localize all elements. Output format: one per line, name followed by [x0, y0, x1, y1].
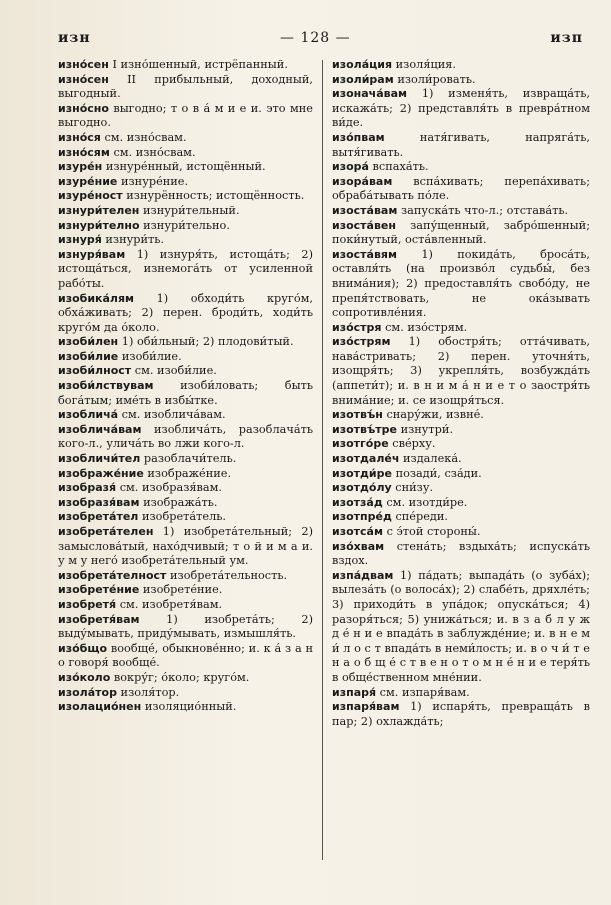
entry-definition: 1) изобрета́тельный; 2) замыслова́тый, нахо́дчивый; т о й и м а и. у м у него́ изобрета́тельный ум. [58, 525, 314, 568]
entry-headword: изоби́лен [58, 335, 119, 349]
dictionary-entry [58, 73, 313, 102]
entry-headword: изобретя́вам [58, 612, 140, 626]
dictionary-entry [58, 423, 313, 452]
entry-definition: I изно́шенный, истрёпанный. [112, 58, 288, 71]
entry-definition: см. изо́стрям. [385, 320, 468, 334]
dictionary-entry [332, 525, 590, 540]
entry-definition: 1) изменя́ть, извраща́ть, искажа́ть; 2) представля́ть в превра́тном ви́де. [332, 87, 591, 130]
entry-headword: изно́ся [58, 130, 101, 144]
dictionary-entry [58, 350, 313, 365]
entry-headword: изоби́лие [58, 349, 119, 363]
entry-headword: изола́ция [332, 58, 393, 71]
dictionary-entry [332, 58, 590, 73]
entry-headword: изо́хвам [332, 539, 385, 553]
entry-headword: изо́бщо [58, 641, 108, 655]
entry-headword: изпаря́ [332, 685, 377, 699]
entry-definition: изобража́ть. [143, 495, 218, 509]
entry-headword: изоста́вам [332, 203, 398, 217]
dictionary-entry [58, 452, 313, 467]
dictionary-entry [332, 408, 590, 423]
entry-definition: све́рху. [392, 437, 436, 451]
entry-definition: 1) изнуря́ть, истоща́ть; 2) истоща́ться, изнемога́ть от усиленной рабо́ты. [58, 247, 313, 290]
entry-headword: изотго́ре [332, 437, 389, 451]
dictionary-entry [332, 467, 590, 482]
dictionary-entry [332, 204, 590, 219]
entry-definition: изнуре́ние. [120, 174, 189, 188]
dictionary-entry [58, 146, 313, 161]
entry-headword: изоста́вен [332, 218, 396, 232]
entry-definition: 1) изобрета́ть; 2) выду́мывать, приду́мывать, измышля́ть. [58, 612, 313, 641]
entry-headword: изотди́ре [332, 466, 392, 480]
dictionary-entry [58, 131, 313, 146]
dictionary-entry [58, 642, 313, 671]
dictionary-entry [58, 233, 313, 248]
page-header [58, 30, 583, 50]
entry-headword: изно́сно [58, 101, 109, 115]
entry-headword: изно́сен [58, 72, 109, 86]
entry-definition: выгодно; т о в а́ м и е и. это мне выгодно. [58, 101, 313, 130]
dictionary-entry [332, 87, 590, 131]
dictionary-entry [58, 58, 313, 73]
entry-definition: см. изоблича́вам. [121, 408, 226, 422]
entry-headword: изобретя́ [58, 597, 117, 611]
dictionary-entry [332, 481, 590, 496]
entry-definition: запуска́ть что-л.; отстава́ть. [400, 203, 569, 217]
dictionary-entry [58, 598, 313, 613]
dictionary-entry [58, 219, 313, 234]
entry-headword: изно́сен [58, 58, 109, 71]
entry-headword: изотдале́ч [332, 452, 400, 466]
entry-definition: изоби́лие. [121, 349, 182, 363]
entry-definition: 1) покида́ть, броса́ть, оставля́ть (на произво́л судьбы́, без внима́ния); 2) предоставля́ть свобо́ду, не препя́тствовать, не ока́зывать сопротивле́ния. [332, 247, 590, 320]
dictionary-entry [332, 160, 590, 175]
dictionary-entry [332, 423, 590, 438]
dictionary-entry [58, 525, 313, 569]
dictionary-entry [332, 686, 590, 701]
entry-definition: натя́гивать, напряга́ть, вытя́гивать. [332, 130, 590, 159]
column-divider [322, 60, 323, 860]
dictionary-entry [332, 496, 590, 511]
entry-definition: 1) обходи́ть круго́м, обха́живать; 2) перен. броди́ть, ходи́ть круго́м да о́коло. [58, 291, 313, 334]
entry-headword: изора́вам [332, 174, 393, 188]
entry-definition: изоля́тор. [120, 685, 180, 699]
entry-definition: спе́реди. [395, 510, 448, 524]
entry-headword: изнури́телен [58, 203, 140, 217]
dictionary-entry [58, 379, 313, 408]
entry-definition: изнурённость; истощённость. [126, 189, 305, 203]
page-number: — 128 — [280, 30, 351, 46]
entry-definition: 1) обостря́ть; отта́чивать, нава́стривать; 2) перен. уточня́ть, изощря́ть; 3) укрепля́ть, возбужда́ть (аппети́т); и. в н и м а́ н и е т о заостря́ть внима́ние; и. се изощря́ться. [332, 335, 590, 407]
dictionary-entry [332, 700, 590, 729]
dictionary-entry [58, 292, 313, 336]
entry-headword: изуре́ние [58, 174, 118, 188]
dictionary-entry [58, 102, 313, 131]
dictionary-entry [332, 131, 590, 160]
entry-headword: изотса́м [332, 525, 383, 538]
entry-definition: вспа́хивать; перепа́хивать; обраба́тывать по́ле. [332, 174, 591, 203]
entry-headword: изотдо́лу [332, 481, 392, 495]
entry-headword: изно́сям [58, 145, 110, 159]
entry-definition: см. изобразя́вам. [119, 481, 223, 495]
dictionary-entry [58, 408, 313, 423]
entry-definition: изнури́ть. [105, 233, 165, 247]
dictionary-entry [58, 248, 313, 292]
dictionary-entry [58, 175, 313, 190]
entry-definition: см. изно́свам. [104, 130, 187, 144]
entry-definition: стена́ть; вздыха́ть; испуска́ть вздох. [332, 539, 590, 568]
entry-headword: изображе́ние [58, 466, 144, 480]
dictionary-entry [332, 175, 590, 204]
entry-definition: снару́жи, извне́. [386, 408, 484, 422]
entry-headword: изоли́рам [332, 72, 394, 86]
entry-headword: изобика́лям [58, 291, 135, 305]
dictionary-entry [58, 204, 313, 219]
entry-headword: изо́стрям [332, 335, 391, 349]
dictionary-entry [332, 321, 590, 336]
entry-headword: изоби́лност [58, 364, 132, 378]
entry-headword: изотпре́д [332, 510, 392, 524]
entry-definition: 1) испаря́ть, превраща́ть в пар; 2) охлажда́ть; [332, 700, 591, 728]
dictionary-entry [58, 160, 313, 175]
dictionary-entry [332, 569, 590, 686]
header-right-guide-word: изп [550, 30, 583, 46]
entry-definition: позади́, сза́ди. [395, 466, 482, 480]
entry-headword: изотвъ́н [332, 408, 383, 422]
entry-headword: изпаря́вам [332, 700, 400, 714]
entry-definition: см. изно́свам. [113, 145, 196, 159]
dictionary-entry [332, 248, 590, 321]
dictionary-entry [332, 73, 590, 88]
entry-definition: 1) оби́льный; 2) плодови́тый. [121, 335, 294, 349]
dictionary-entry [58, 583, 313, 598]
entry-headword: изо́пвам [332, 130, 385, 144]
entry-definition: см. изоби́лие. [134, 364, 217, 378]
entry-headword: изнуря́вам [58, 247, 126, 261]
entry-headword: изо́коло [58, 670, 111, 684]
dictionary-entry [58, 335, 313, 350]
dictionary-entry [58, 189, 313, 204]
entry-definition: см. изотди́ре. [386, 495, 468, 509]
entry-headword: изуре́н [58, 160, 103, 174]
dictionary-entry [58, 467, 313, 482]
header-left-guide-word: изн [58, 30, 91, 46]
dictionary-entry [58, 700, 313, 715]
entry-definition: сни́зу. [395, 481, 434, 495]
entry-headword: изонача́вам [332, 87, 408, 101]
dictionary-entry [58, 613, 313, 642]
entry-headword: изобрета́тел [58, 510, 139, 524]
entry-headword: изора́ [332, 160, 369, 174]
dictionary-entry [58, 569, 313, 584]
entry-definition: изоли́ровать. [397, 72, 476, 86]
entry-headword: изотвъ́тре [332, 422, 397, 436]
left-column [58, 58, 313, 715]
entry-headword: изоблича́ [58, 408, 119, 422]
entry-headword: изпа́двам [332, 568, 394, 582]
entry-definition: вокру́г; о́коло; круго́м. [113, 670, 250, 684]
entry-headword: изуре́ност [58, 189, 123, 203]
entry-definition: изображе́ние. [147, 466, 232, 480]
dictionary-entry [58, 481, 313, 496]
entry-definition: см. изпаря́вам. [379, 685, 470, 699]
entry-headword: изоби́лствувам [58, 379, 154, 393]
entry-definition: изоби́ловать; быть бога́тым; име́ть в избы́тке. [58, 379, 313, 407]
entry-headword: изобразя́вам [58, 495, 140, 509]
entry-headword: изо́стря [332, 320, 382, 334]
entry-definition: вообще́, обыкнове́нно; и. к а́ з а н о говоря́ вообще́. [58, 641, 313, 670]
entry-definition: 1) па́дать; выпада́ть (о зуба́х); вылеза́ть (о волоса́х); 2) слабе́ть, дряхле́ть; 3) приходи́ть в упа́док; опуска́ться; 4) разоря́ться; 5) унижа́ться; и. в з а б л у ж д е́ н и е впада́ть в заблужде́ние; и. в н е м и́ л о с т впада́ть в неми́лость; и. в о ч и́ т е н а о б щ е́ с т в е н о т о м н е́ н и е теря́ть в обще́ственном мне́нии. [332, 568, 591, 684]
entry-headword: изотза́д [332, 495, 383, 509]
entry-definition: см. изобретя́вам. [119, 597, 223, 611]
entry-definition: разоблачи́тель. [143, 452, 237, 466]
entry-headword: изобразя́ [58, 481, 117, 495]
entry-definition: издалека́. [403, 452, 462, 466]
dictionary-entry [332, 540, 590, 569]
entry-definition: изнури́тельный. [143, 203, 240, 217]
entry-definition: изоляцио́нный. [144, 700, 237, 714]
entry-headword: изоста́вям [332, 247, 397, 261]
entry-headword: изобличи́тел [58, 452, 141, 466]
entry-definition: изобрете́ние. [142, 583, 223, 597]
entry-headword: изоблича́вам [58, 422, 142, 436]
entry-headword: изнури́телно [58, 218, 140, 232]
entry-headword: изола́тор [58, 685, 117, 699]
dictionary-entry [332, 510, 590, 525]
dictionary-entry [58, 671, 313, 686]
dictionary-entry [58, 686, 313, 701]
dictionary-entry [58, 364, 313, 379]
right-column [332, 58, 590, 729]
entry-headword: изобрете́ние [58, 583, 140, 597]
entry-definition: с э́той стороны́. [386, 525, 481, 538]
dictionary-entry [332, 437, 590, 452]
entry-definition: изнуре́нный, истощённый. [105, 160, 266, 174]
dictionary-entry [58, 510, 313, 525]
entry-headword: изобрета́телност [58, 568, 167, 582]
entry-headword: изобрета́телен [58, 525, 154, 538]
dictionary-entry [332, 219, 590, 248]
dictionary-entry [332, 335, 590, 408]
entry-definition: изоля́ция. [395, 58, 456, 71]
entry-definition: вспаха́ть. [372, 160, 429, 174]
entry-headword: изолацио́нен [58, 700, 142, 714]
entry-definition: запу́щенный, забро́шенный; поки́нутый, оста́вленный. [332, 218, 591, 247]
entry-definition: II прибыльный, доходный, выгодный. [58, 72, 313, 101]
entry-definition: изобрета́тель. [141, 510, 227, 524]
entry-headword: изнуря́ [58, 233, 102, 247]
entry-definition: изнутри́. [400, 422, 454, 436]
dictionary-entry [332, 452, 590, 467]
entry-definition: изнури́тельно. [143, 218, 230, 232]
dictionary-entry [58, 496, 313, 511]
entry-definition: изобрета́тельность. [170, 568, 288, 582]
entry-definition: изоблича́ть, разоблача́ть кого-л., улича́ть во лжи кого-л. [58, 422, 313, 451]
